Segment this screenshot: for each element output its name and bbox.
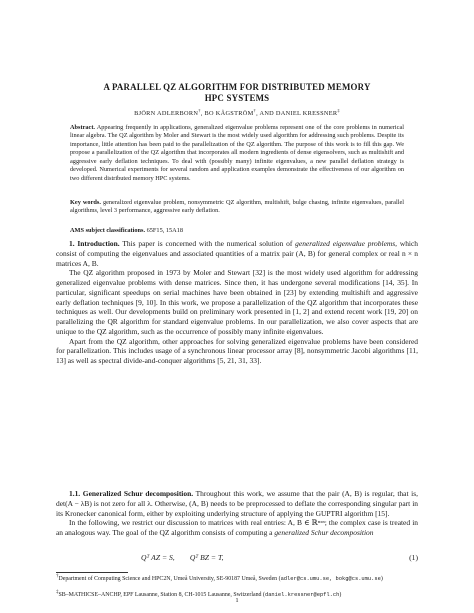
section-1-heading: Introduction.: [77, 239, 120, 248]
footnote-2-email[interactable]: daniel.kressner@epfl.ch: [264, 591, 340, 598]
section-generalized-schur: [56, 489, 418, 538]
schur-paragraph-2: [56, 518, 418, 538]
section-introduction: [56, 239, 418, 366]
intro-p1-text: This paper is concerned with the numerical solution of: [119, 239, 296, 248]
schur-p2-text: In the following, we restrict our discussion to matrices with real entries: A, B ∈ ℝⁿˣⁿ; the complex case is treated in an analogous way. The goal of the QZ algorithm consists of computing a: [56, 518, 418, 537]
keywords-text: generalized eigenvalue problem, nonsymmetric QZ algorithm, multishift, bulge chasing, infinite eigenvalues, parallel algorithms, level 3 performance, aggressive early deflation.: [70, 199, 404, 215]
author-1-mark: †: [198, 108, 201, 113]
author-list: [56, 108, 418, 117]
footnote-1-email[interactable]: adler@cs.umu.se, bokg@cs.umu.se: [280, 575, 381, 582]
section-1-1-heading: Generalized Schur decomposition.: [82, 489, 194, 498]
schur-p1-text: Throughout this work, we assume that the pair (A, B) is regular, that is, det(A − λB) is not zero for all λ. Otherwise, (A, B) needs to be preprocessed to deflate the corresponding singular part in its Kronecker canonical form, either by exploiting underlying structure of applying the GUPTRI algorithm [15].: [56, 489, 418, 518]
intro-p1-emphasis: generalized eigenvalue problems,: [295, 239, 397, 248]
abstract: [70, 124, 404, 183]
intro-paragraph-1: [56, 239, 418, 268]
author-1: BJÖRN ADLERBORN: [134, 110, 199, 118]
ams-text: 65F15, 15A18: [145, 227, 184, 234]
abstract-label: Abstract.: [70, 124, 96, 131]
schur-p2-emphasis: generalized Schur decomposition: [274, 528, 374, 537]
author-3: , AND DANIEL KRESSNER: [256, 110, 338, 118]
ams-label: AMS subject classifications.: [70, 227, 146, 234]
footnote-2-end: ): [339, 591, 342, 598]
intro-p1-text-end: which consist of computing the eigenvalues and associated quantities of a matrix pair (A, B) for general complex or real n × n matrices A, B.: [56, 239, 418, 268]
keywords: [70, 199, 404, 216]
footnote-1-end: ): [380, 575, 383, 582]
intro-paragraph-2: The QZ algorithm proposed in 1973 by Moler and Stewart [32] is the most widely used algorithm for addressing generalized eigenvalue problems with dense matrices. Since then, it has undergone several modifications [14, 35]. In particular, significant speedups on serial machines have been obtained in [23] by extending multishift and aggressive early deflation techniques [9, 10]. In this work, we propose a parallelization of the QZ algorithm that incorporates these techniques as well. Our developments build on preliminary work presented in [1, 2] and extend recent work [19, 20] on parallelizing the QR algorithm for standard eigenvalue problems. In our parallelization, we also cover aspects that are unique to the QZ algorithm, such as the occurrence of possibly many infinite eigenvalues.: [56, 268, 418, 336]
footnote-2-text: SB–MATHICSE–ANCHP, EPF Lausanne, Station 8, CH-1015 Lausanne, Switzerland (: [58, 591, 265, 598]
equation-1-number: (1): [409, 553, 418, 562]
footnote-2-mark: ‡: [56, 590, 59, 595]
footnote-1-text: Department of Computing Science and HPC2N, Umeå University, SE-90187 Umeå, Sweden (: [58, 575, 281, 582]
keywords-label: Key words.: [70, 199, 101, 206]
equation-1-body: Qᵀ AZ = S, Qᵀ BZ = T,: [141, 553, 224, 562]
intro-paragraph-3: Apart from the QZ algorithm, other approaches for solving generalized eigenvalue problems have been considered for parallelization. This includes usage of a synchronous linear processor array [8], nonsymmetric Jacobi algorithms [11, 13] as well as spectral divide-and-conquer algorithms [5, 21, 31, 33].: [56, 336, 418, 365]
section-1-number: 1.: [69, 239, 75, 248]
page-number: 1: [235, 597, 239, 604]
author-3-mark: ‡: [337, 108, 340, 113]
footnote-1: [56, 573, 418, 583]
abstract-text: Appearing frequently in applications, generalized eigenvalue problems represent one of the core problems in numerical linear algebra. The QZ algorithm by Moler and Stewart is the most widely used algorithm for addressing such problems. Despite its importance, little attention has been paid to the parallelization of the QZ algorithm. The purpose of this work is to fill this gap. We propose a parallelization of the QZ algorithm that incorporates all modern ingredients of dense eigensolvers, such as multishift and aggressive early deflation techniques. To deal with (possibly many) infinite eigenvalues, a new parallel deflation strategy is developed. Numerical experiments for several random and application examples demonstrate the effectiveness of our algorithm on two different distributed memory HPC systems.: [70, 124, 404, 182]
footnote-1-mark: †: [56, 574, 59, 579]
author-2: , BO KÅGSTRÖM: [200, 110, 254, 118]
ams-classification: [70, 227, 404, 235]
paper-title-line1: A PARALLEL QZ ALGORITHM FOR DISTRIBUTED MEMORY: [103, 82, 371, 92]
paper-title-line2: HPC SYSTEMS: [204, 93, 270, 103]
author-2-mark: †: [253, 108, 257, 113]
paper-title: [56, 82, 418, 104]
section-1-1-number: 1.1.: [69, 489, 81, 498]
schur-paragraph-1: [56, 489, 418, 518]
